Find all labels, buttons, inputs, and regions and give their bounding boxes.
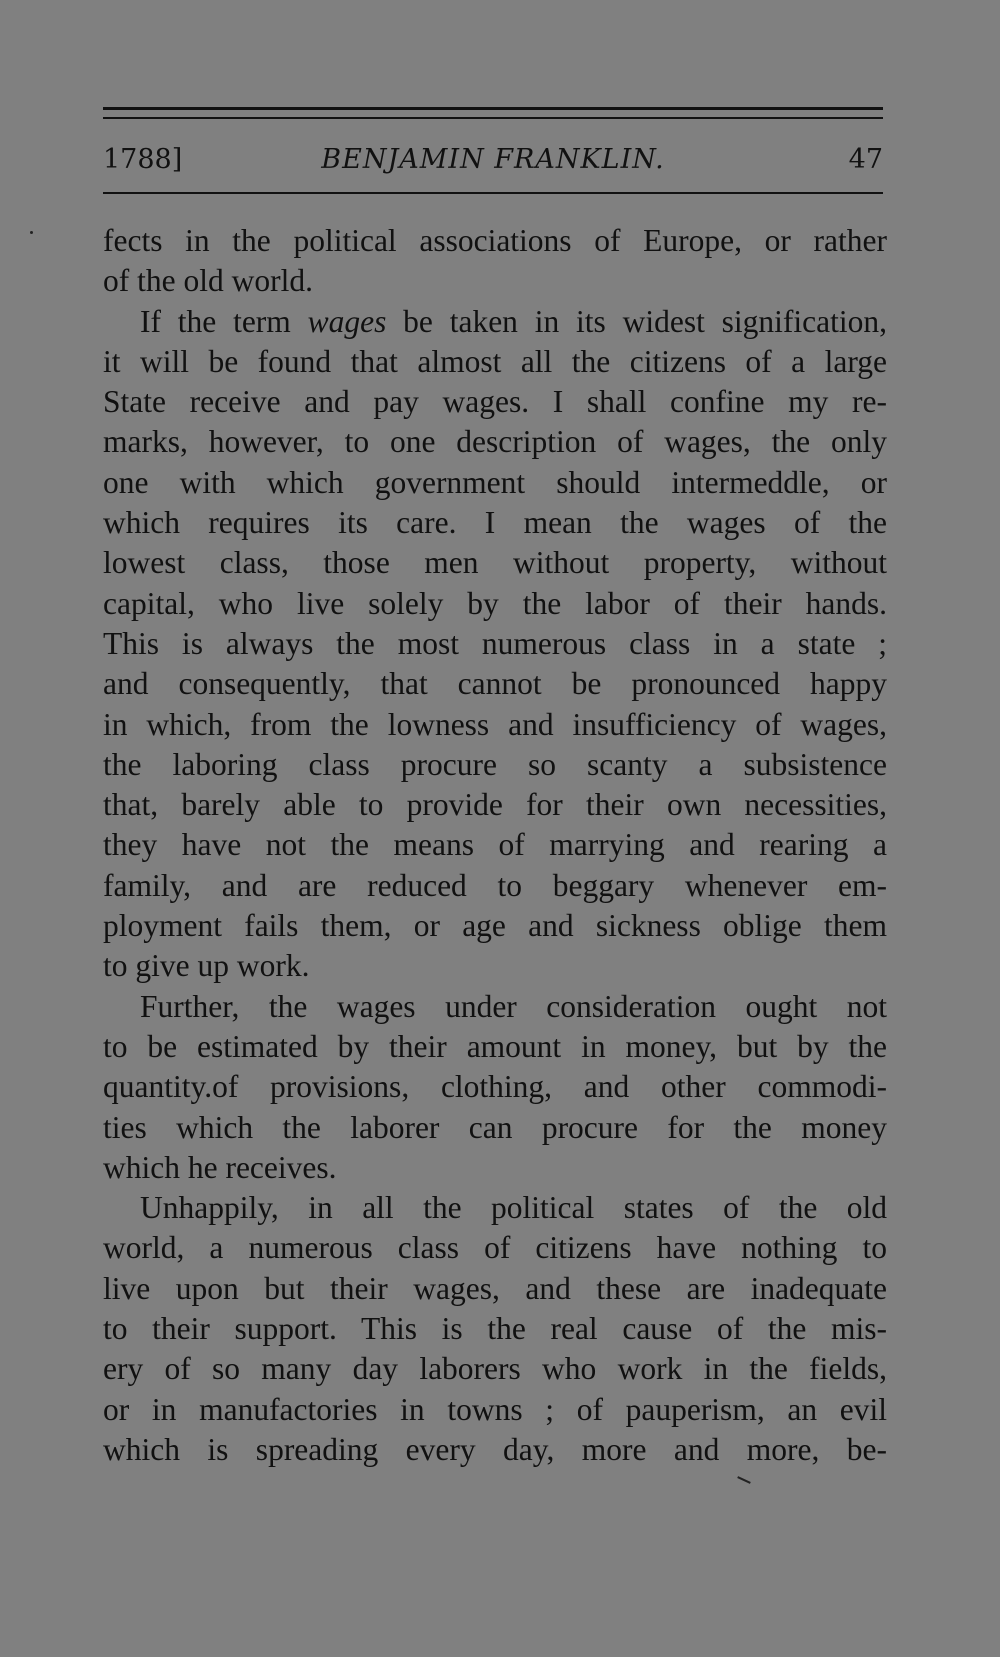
emphasized-word: wages: [307, 303, 387, 339]
text-line: that, barely able to provide for their own necessities,: [103, 787, 887, 823]
text-line: to give up work.: [103, 948, 310, 984]
paper-speck: [30, 231, 33, 234]
running-head: [103, 140, 883, 180]
text-line: marks, however, to one description of wages, the only: [103, 424, 887, 460]
text-line: to be estimated by their amount in money, but by the: [103, 1028, 887, 1064]
running-head-year: 1788]: [103, 144, 183, 175]
text-line: to their support. This is the real cause of the mis-: [103, 1311, 887, 1347]
text-line: ery of so many day laborers who work in the fields,: [103, 1351, 887, 1387]
text-line: ties which the laborer can procure for the money: [103, 1109, 887, 1145]
text-line: which requires its care. I mean the wages of the: [103, 505, 887, 541]
text-line: the laboring class procure so scanty a subsistence: [103, 746, 887, 782]
text-line: they have not the means of marrying and rearing a: [103, 827, 887, 863]
page-number: 47: [848, 144, 883, 175]
text-line: one with which government should intermeddle, or: [103, 464, 887, 500]
text-line: This is always the most numerous class in a state ;: [103, 625, 887, 661]
header-bottom-rule: [103, 192, 883, 194]
text-line: it will be found that almost all the citizens of a large: [103, 343, 887, 379]
text-line: and consequently, that cannot be pronounced happy: [103, 666, 887, 702]
text-line: which is spreading every day, more and more, be-: [103, 1431, 887, 1467]
text-line: quantity.of provisions, clothing, and other commodi-: [103, 1069, 887, 1105]
text-line: ployment fails them, or age and sickness oblige them: [103, 908, 887, 944]
print-mark: [737, 1476, 751, 1484]
header-top-rule: [103, 107, 883, 110]
running-head-title: BENJAMIN FRANKLIN.: [321, 144, 665, 175]
text-line: capital, who live solely by the labor of their hands.: [103, 585, 887, 621]
text-line: lowest class, those men without property, without: [103, 545, 887, 581]
text-line: of the old world.: [103, 263, 313, 299]
text-line: which he receives.: [103, 1149, 337, 1185]
text-line: in which, from the lowness and insufficiency of wages,: [103, 706, 887, 742]
header-top-rule-thin: [103, 117, 883, 119]
text-line: or in manufactories in towns ; of pauperism, an evil: [103, 1391, 887, 1427]
text-line: family, and are reduced to beggary whenever em-: [103, 867, 887, 903]
text-line: State receive and pay wages. I shall confine my re-: [103, 384, 887, 420]
text-line: Further, the wages under consideration ought not: [140, 988, 887, 1024]
text-line: Unhappily, in all the political states of the old: [140, 1190, 887, 1226]
body-text: [103, 221, 887, 1470]
text-line: live upon but their wages, and these are inadequate: [103, 1270, 887, 1306]
text-line: fects in the political associations of Europe, or rather: [103, 223, 887, 258]
text-line: world, a numerous class of citizens have nothing to: [103, 1230, 887, 1266]
text-line: If the term wages be taken in its widest signification,: [140, 303, 887, 339]
